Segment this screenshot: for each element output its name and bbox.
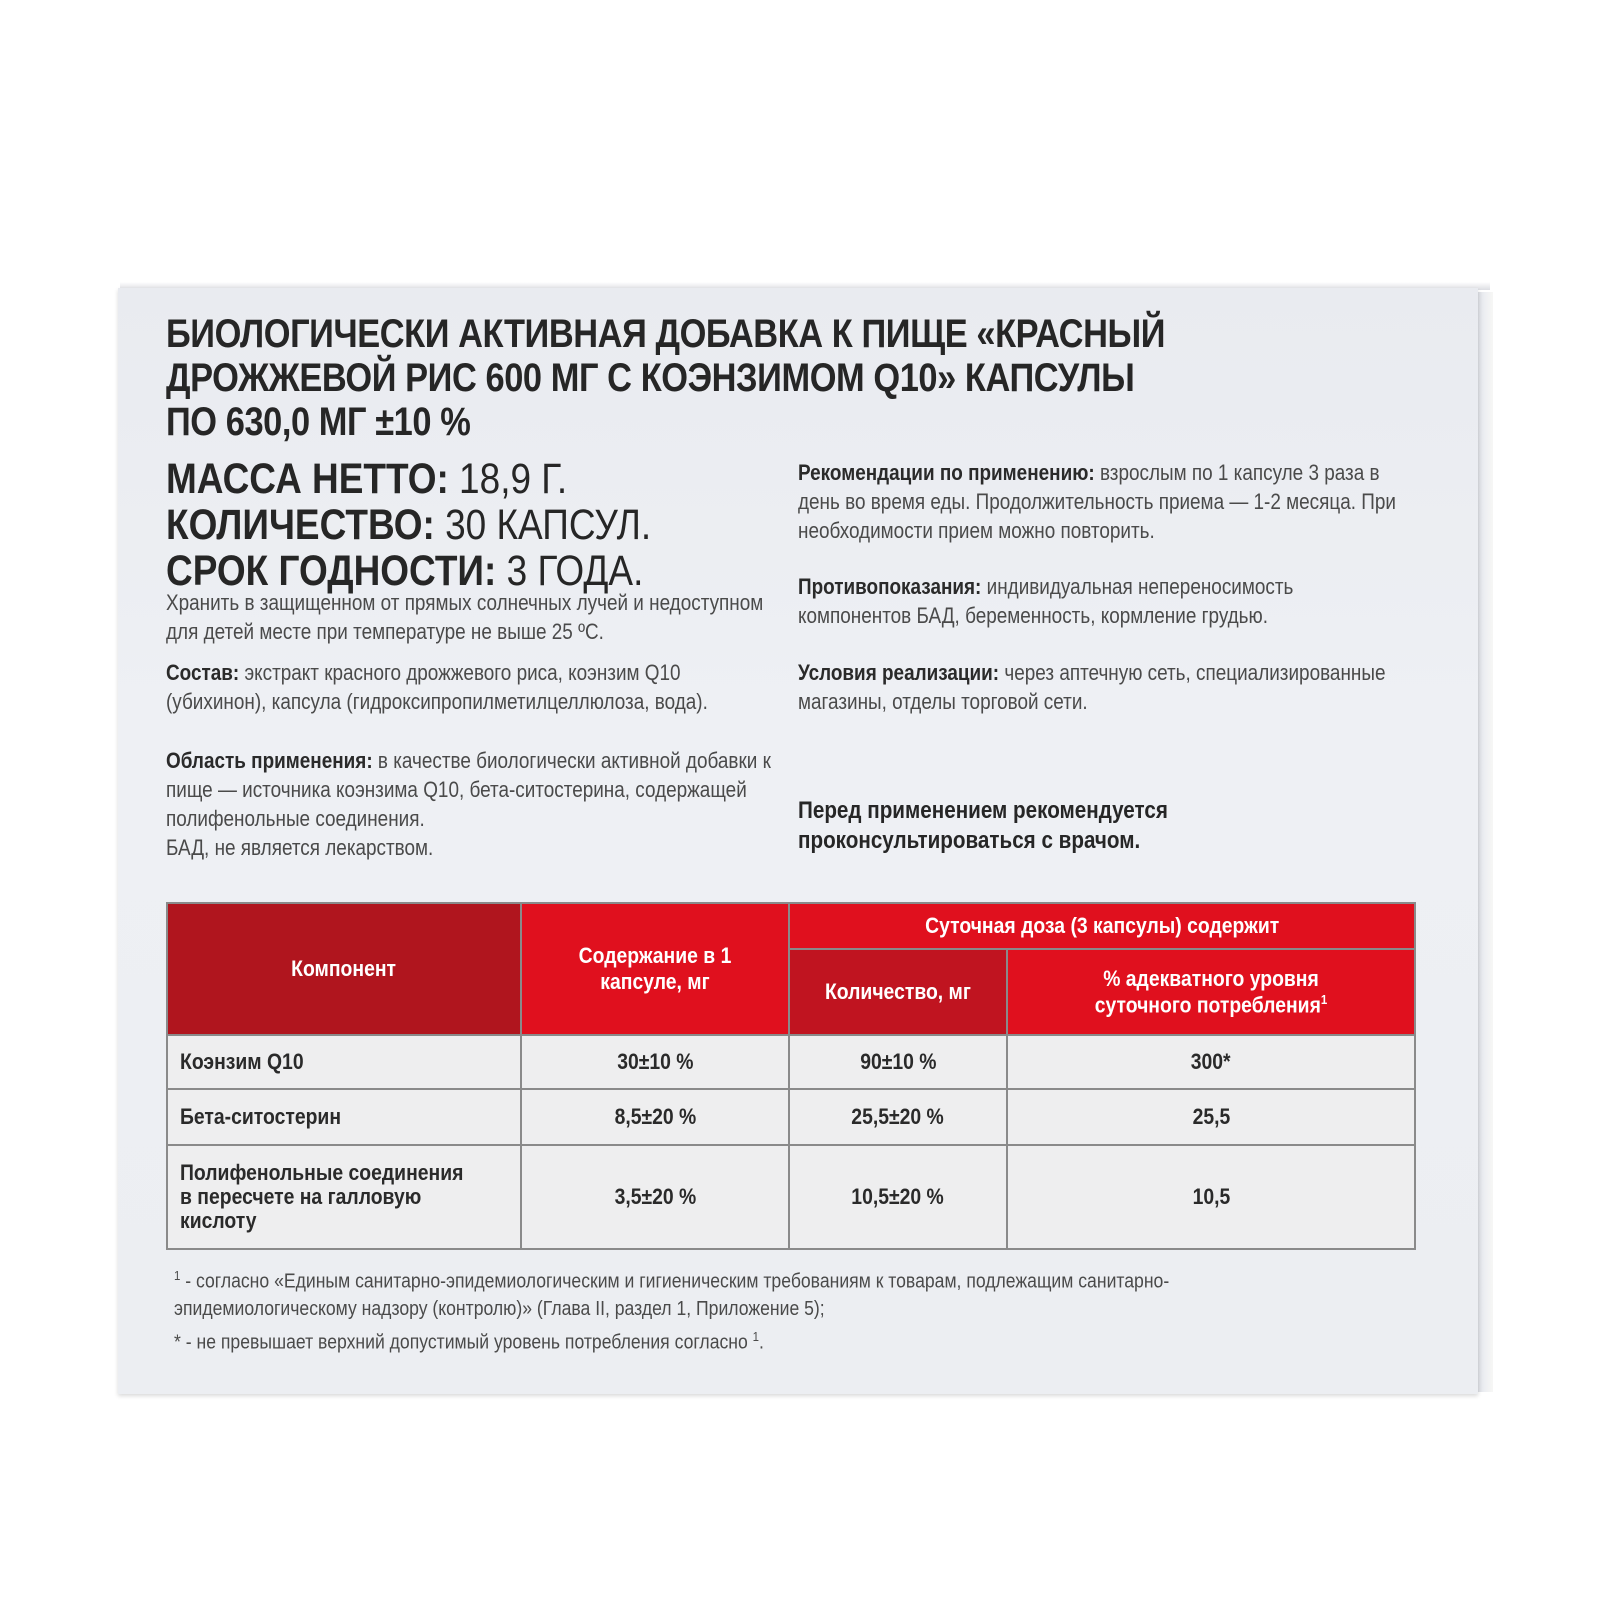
percent-value: 10,5 — [1007, 1145, 1415, 1249]
per-capsule-value: 3,5±20 % — [521, 1145, 789, 1249]
amount-value: 90±10 % — [789, 1035, 1007, 1089]
not-medicine-note: БАД, не является лекарством. — [166, 835, 434, 860]
per-capsule-value: 8,5±20 % — [521, 1089, 789, 1145]
header-percent: % адекватного уровня суточного потребления$^1$ — [1007, 949, 1415, 1035]
header-component: Компонент — [167, 903, 521, 1035]
header-amount: Количество, мг — [789, 949, 1007, 1035]
product-title — [166, 312, 1198, 444]
component-name: Бета-ситостерин — [167, 1089, 521, 1145]
table-row — [167, 1145, 1415, 1249]
component-name: Коэнзим Q10 — [167, 1035, 521, 1089]
capsule-count: КОЛИЧЕСТВО: 30 КАПСУЛ. — [166, 501, 652, 549]
percent-value: 25,5 — [1007, 1089, 1415, 1145]
key-facts — [166, 456, 651, 594]
title-line-3: ПО 630,0 МГ ±10 % — [166, 400, 471, 444]
storage-text: Хранить в защищенном от прямых солнечных лучей и недоступном для детей месте при температуре не выше 25 ºС. — [166, 590, 764, 644]
component-name: Полифенольные соединения в пересчете на галловую кислоту — [167, 1145, 521, 1249]
net-mass: МАССА НЕТТО: 18,9 Г. — [166, 455, 568, 503]
per-capsule-value: 30±10 % — [521, 1035, 789, 1089]
footnote-2: * - не превышает верхний допустимый уровень потребления согласно $^1$. — [174, 1328, 764, 1354]
contraindications-text: Противопоказания: индивидуальная непереносимость компонентов БАД, беременность, кормление грудью. — [798, 574, 1294, 628]
shelf-life: СРОК ГОДНОСТИ: 3 ГОДА. — [166, 547, 644, 595]
percent-value: 300* — [1007, 1035, 1415, 1089]
footnotes — [174, 1262, 1309, 1356]
header-daily-dose: Суточная доза (3 капсулы) содержит — [789, 903, 1415, 949]
table-row — [167, 1089, 1415, 1145]
package-back-panel — [118, 288, 1478, 1394]
title-line-1: БИОЛОГИЧЕСКИ АКТИВНАЯ ДОБАВКА К ПИЩЕ «КРАСНЫЙ — [166, 312, 1166, 356]
doctor-warning: Перед применением рекомендуется проконсультироваться с врачом. — [798, 797, 1168, 854]
amount-value: 25,5±20 % — [789, 1089, 1007, 1145]
application-text: Область применения: в качестве биологически активной добавки к пище — источника коэнзима Q10, бета-ситостерина, содержащей полифенольные соединения. БАД, не является лекарством. — [166, 748, 771, 860]
footnote-1: $^1$ - согласно «Единым санитарно-эпидемиологическим и гигиеническим требованиям к товарам, подлежащим санитарно-эпидемиологическому надзору (контролю)» (Глава II, раздел 1, Приложение 5); — [174, 1268, 1170, 1320]
title-line-2: ДРОЖЖЕВОЙ РИС 600 МГ С КОЭНЗИМОМ Q10» КАПСУЛЫ — [166, 356, 1135, 400]
header-per-capsule: Содержание в 1 капсуле, мг — [521, 903, 789, 1035]
sale-conditions-text: Условия реализации: через аптечную сеть, специализированные магазины, отделы торговой сети. — [798, 660, 1386, 714]
composition-text: Состав: экстракт красного дрожжевого риса, коэнзим Q10 (убихинон), капсула (гидроксипропилметилцеллюлоза, вода). — [166, 660, 708, 714]
usage-text: Рекомендации по применению: взрослым по 1 капсуле 3 раза в день во время еды. Продолжительность приема — 1-2 месяца. При необходимости прием можно повторить. — [798, 460, 1396, 543]
table-row — [167, 1035, 1415, 1089]
nutrition-table — [166, 902, 1416, 1250]
amount-value: 10,5±20 % — [789, 1145, 1007, 1249]
